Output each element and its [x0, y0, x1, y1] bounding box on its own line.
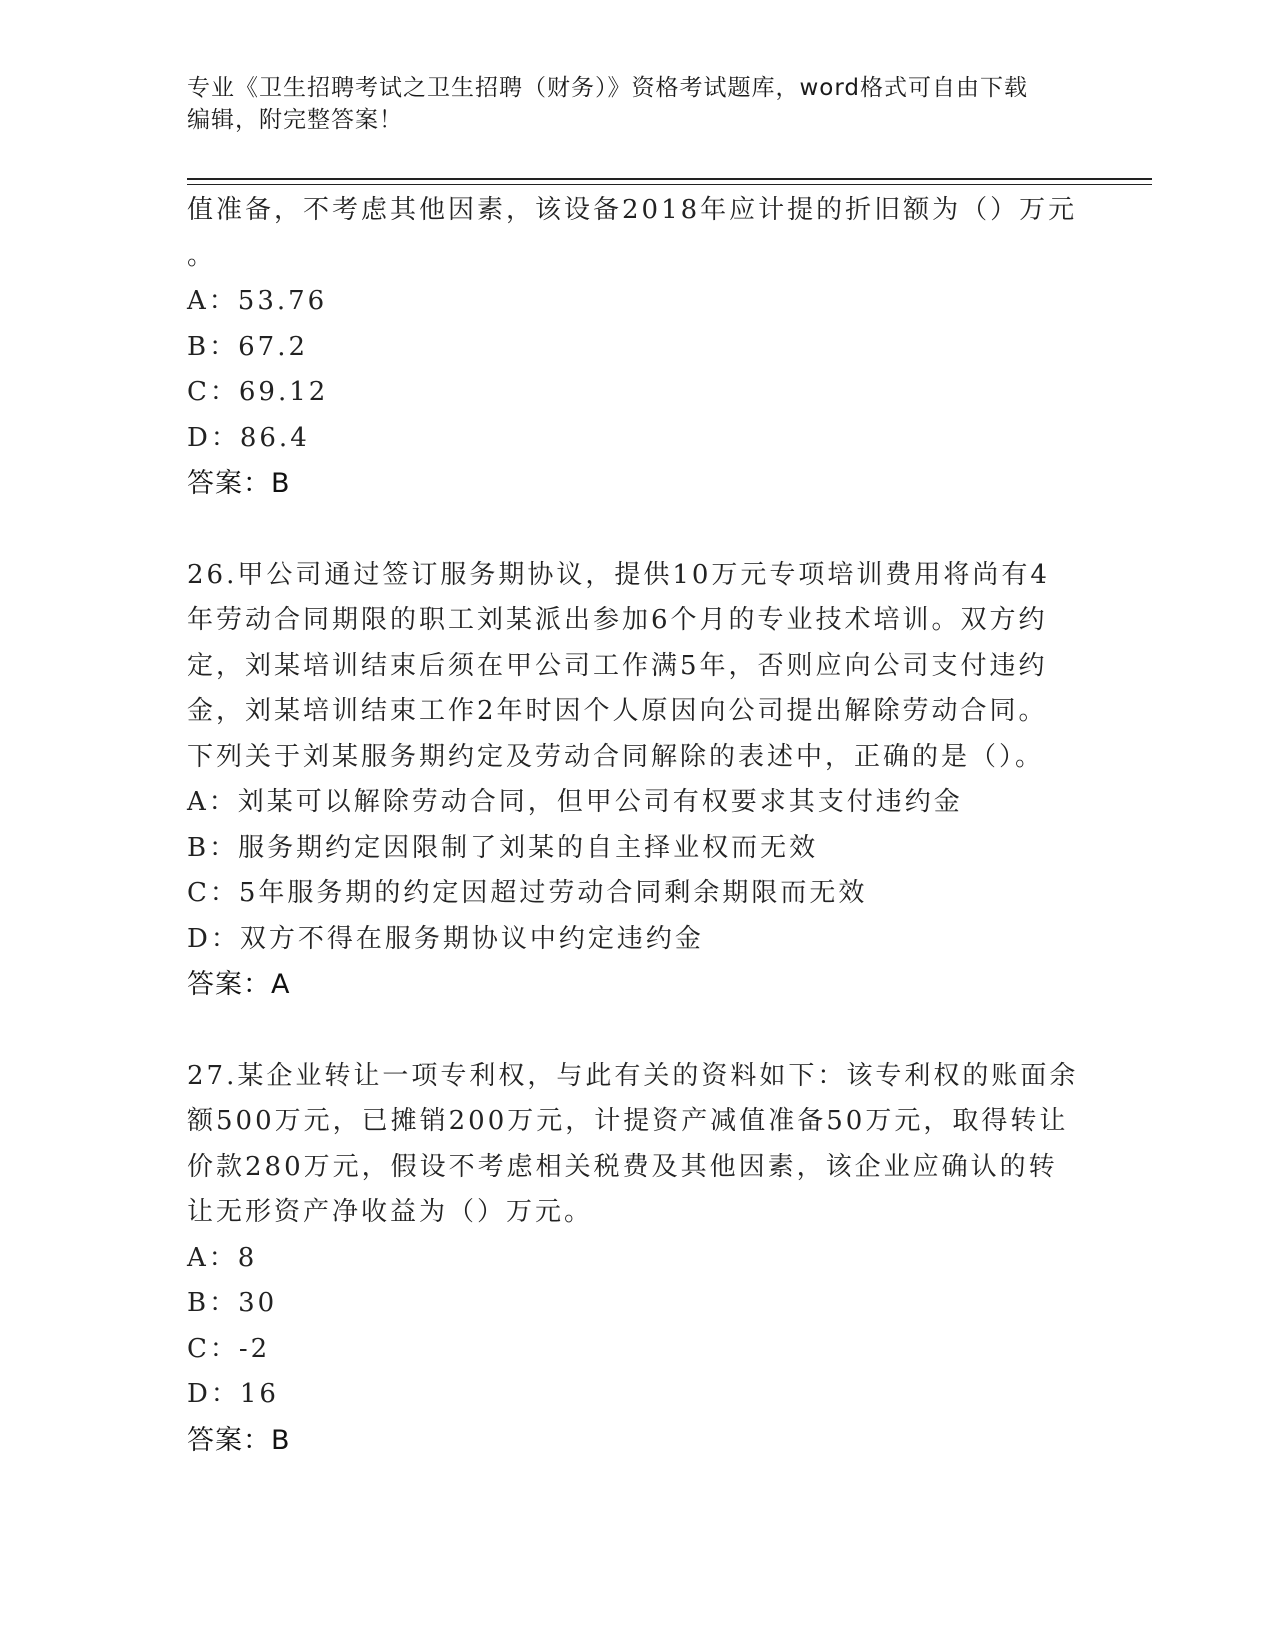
- question-stem-line: 定，刘某培训结束后须在甲公司工作满5年，否则应向公司支付违约: [187, 650, 1048, 681]
- answer-line: 答案：B: [187, 468, 291, 499]
- question-stem-line: 值准备，不考虑其他因素，该设备2018年应计提的折旧额为（）万元: [187, 195, 1078, 225]
- question-stem-line: 年劳动合同期限的职工刘某派出参加6个月的专业技术培训。双方约: [187, 605, 1048, 635]
- option-d: D：16: [187, 1379, 279, 1409]
- option-c: C：69.12: [187, 377, 329, 407]
- option-a: A：刘某可以解除劳动合同，但甲公司有权要求其支付违约金: [187, 787, 963, 817]
- question-stem-line: 让无形资产净收益为（）万元。: [187, 1197, 594, 1227]
- option-c: C：-2: [187, 1333, 271, 1364]
- option-b: B：30: [187, 1288, 278, 1318]
- option-d: D：86.4: [187, 422, 310, 453]
- question-stem-line: 金，刘某培训结束工作2年时因个人原因向公司提出解除劳动合同。: [187, 696, 1048, 726]
- question-content: [187, 188, 1087, 1463]
- header-line-1: 专业《卫生招聘考试之卫生招聘（财务）》资格考试题库，word格式可自由下载: [187, 75, 1029, 101]
- question-stem-line: 价款280万元，假设不考虑相关税费及其他因素，该企业应确认的转: [187, 1151, 1058, 1182]
- answer-line: 答案：A: [187, 969, 291, 1000]
- header-line-2: 编辑，附完整答案！: [187, 107, 403, 133]
- option-c: C：5年服务期的约定因超过劳动合同剩余期限而无效: [187, 878, 868, 908]
- option-b: B：服务期约定因限制了刘某的自主择业权而无效: [187, 832, 819, 863]
- question-25: [187, 188, 1087, 507]
- question-27: [187, 1054, 1087, 1464]
- question-stem-line: 额500万元，已摊销200万元，计提资产减值准备50万元，取得转让: [187, 1106, 1069, 1136]
- option-a: A：53.76: [187, 286, 328, 316]
- option-b: B：67.2: [187, 331, 308, 362]
- question-stem-line: 下列关于刘某服务期约定及劳动合同解除的表述中，正确的是（）。: [187, 741, 1045, 772]
- answer-line: 答案：B: [187, 1424, 291, 1456]
- question-stem-line: 。: [187, 240, 217, 271]
- option-a: A：8: [187, 1242, 258, 1273]
- header-divider-thin: [187, 184, 1152, 185]
- question-stem-line: 26.甲公司通过签订服务期协议，提供10万元专项培训费用将尚有4: [187, 559, 1050, 590]
- question-26: [187, 553, 1087, 1008]
- question-stem-line: 27.某企业转让一项专利权，与此有关的资料如下：该专利权的账面余: [187, 1060, 1079, 1091]
- option-d: D：双方不得在服务期协议中约定违约金: [187, 923, 704, 954]
- spacer: [187, 507, 1087, 553]
- document-header: [187, 72, 1087, 136]
- spacer: [187, 1008, 1087, 1054]
- header-divider-thick: [187, 178, 1152, 180]
